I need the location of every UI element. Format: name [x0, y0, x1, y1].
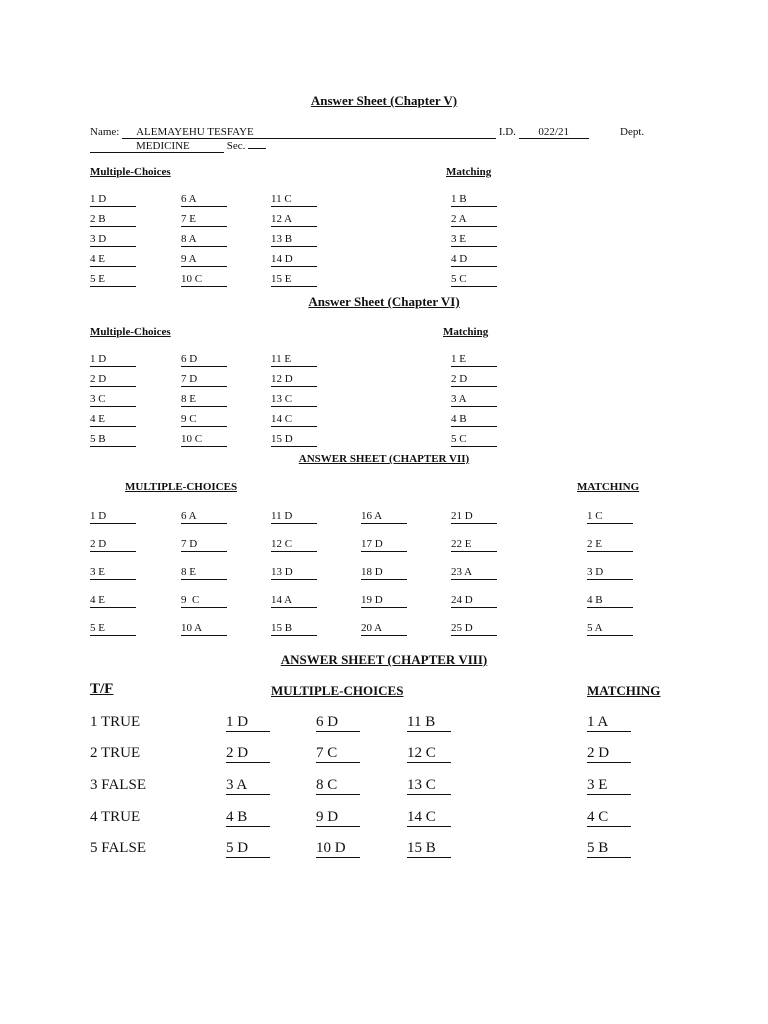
matching-item: 5 C: [451, 434, 497, 447]
answer-item: 5 E: [90, 274, 136, 287]
answer-item: 10 A: [181, 623, 227, 636]
matching-item: 3 E: [587, 778, 631, 795]
tf-item: 1 TRUE: [90, 714, 141, 730]
answer-item: 8 E: [181, 394, 227, 407]
chapter-7-title: [0, 453, 768, 465]
chapter-5-title: [0, 93, 768, 109]
answer-item: 23 A: [451, 567, 497, 580]
matching-item: 1 C: [587, 511, 633, 524]
answer-item: 12 A: [271, 214, 317, 227]
answer-item: 19 D: [361, 595, 407, 608]
answer-item: 9 C: [181, 414, 227, 427]
dept-field: [90, 140, 224, 153]
dept-line: [90, 140, 266, 153]
answer-item: 15 B: [407, 841, 451, 858]
answer-item: 18 D: [361, 567, 407, 580]
ch8-matching-heading: MATCHING: [587, 683, 661, 698]
answer-item: 2 D: [226, 746, 270, 763]
ch8-tf-heading: T/F: [90, 681, 114, 697]
chapter-5-title-text: Answer Sheet (Chapter V): [310, 93, 458, 108]
chapter-7-title-text: ANSWER SHEET (CHAPTER VII): [298, 453, 470, 465]
answer-item: 17 D: [361, 539, 407, 552]
answer-item: 3 A: [226, 778, 270, 795]
answer-item: 13 C: [407, 778, 451, 795]
answer-item: 10 C: [181, 434, 227, 447]
sec-label: Sec.: [226, 140, 246, 152]
tf-item: 3 FALSE: [90, 777, 146, 793]
answer-item: 14 D: [271, 254, 317, 267]
answer-item: 8 A: [181, 234, 227, 247]
id-label: I.D.: [498, 126, 516, 138]
matching-item: 5 A: [587, 623, 633, 636]
matching-item: 2 E: [587, 539, 633, 552]
answer-item: 11 C: [271, 194, 317, 207]
answer-item: 11 E: [271, 354, 317, 367]
answer-item: 10 D: [316, 841, 360, 858]
answer-item: 8 C: [316, 778, 360, 795]
sec-field: [248, 148, 266, 149]
chapter-8-title: [0, 652, 768, 668]
chapter-6-title-text: Answer Sheet (Chapter VI): [308, 294, 460, 309]
id-value: 022/21: [538, 126, 569, 138]
answer-item: 2 D: [90, 374, 136, 387]
answer-item: 6 A: [181, 194, 227, 207]
matching-item: 4 B: [451, 414, 497, 427]
answer-item: 4 E: [90, 414, 136, 427]
answer-item: 8 E: [181, 567, 227, 580]
answer-item: 7 D: [181, 374, 227, 387]
matching-item: 1 E: [451, 354, 497, 367]
answer-item: 6 D: [316, 715, 360, 732]
answer-item: 5 E: [90, 623, 136, 636]
matching-item: 4 C: [587, 810, 631, 827]
answer-item: 15 D: [271, 434, 317, 447]
matching-item: 5 B: [587, 841, 631, 858]
answer-item: 14 A: [271, 595, 317, 608]
answer-item: 12 C: [271, 539, 317, 552]
answer-item: 12 D: [271, 374, 317, 387]
answer-item: 2 D: [90, 539, 136, 552]
answer-item: 7 D: [181, 539, 227, 552]
answer-item: 15 B: [271, 623, 317, 636]
answer-item: 7 E: [181, 214, 227, 227]
chapter-8-title-text: ANSWER SHEET (CHAPTER VIII): [280, 652, 488, 667]
answer-item: 5 B: [90, 434, 136, 447]
matching-item: 2 D: [587, 746, 631, 763]
dept-label: Dept.: [620, 126, 645, 138]
tf-item: 5 FALSE: [90, 840, 146, 856]
matching-item: 1 B: [451, 194, 497, 207]
name-field: [122, 126, 496, 139]
answer-item: 16 A: [361, 511, 407, 524]
matching-item: 3 A: [451, 394, 497, 407]
ch5-mc-heading: Multiple-Choices: [90, 166, 171, 178]
matching-item: 3 E: [451, 234, 497, 247]
answer-item: 9 D: [316, 810, 360, 827]
matching-item: 2 A: [451, 214, 497, 227]
answer-item: 5 D: [226, 841, 270, 858]
ch7-matching-heading: MATCHING: [577, 481, 640, 493]
answer-item: 14 C: [271, 414, 317, 427]
answer-item: 11 B: [407, 715, 451, 732]
matching-item: 3 D: [587, 567, 633, 580]
matching-item: 5 C: [451, 274, 497, 287]
answer-item: 3 D: [90, 234, 136, 247]
answer-item: 6 D: [181, 354, 227, 367]
name-line: [90, 126, 589, 139]
answer-item: 21 D: [451, 511, 497, 524]
answer-item: 13 B: [271, 234, 317, 247]
answer-item: 10 C: [181, 274, 227, 287]
ch8-mc-heading: MULTIPLE-CHOICES: [271, 683, 404, 698]
answer-item: 1 D: [226, 715, 270, 732]
tf-item: 2 TRUE: [90, 745, 141, 761]
answer-item: 6 A: [181, 511, 227, 524]
dept-value: MEDICINE: [136, 140, 190, 152]
name-label: Name:: [90, 126, 120, 138]
matching-item: 4 B: [587, 595, 633, 608]
answer-item: 1 D: [90, 354, 136, 367]
answer-item: 3 C: [90, 394, 136, 407]
answer-item: 7 C: [316, 746, 360, 763]
tf-item: 4 TRUE: [90, 809, 141, 825]
answer-item: 12 C: [407, 746, 451, 763]
answer-item: 13 C: [271, 394, 317, 407]
answer-item: 24 D: [451, 595, 497, 608]
answer-item: 11 D: [271, 511, 317, 524]
answer-item: 15 E: [271, 274, 317, 287]
answer-item: 20 A: [361, 623, 407, 636]
answer-item: 14 C: [407, 810, 451, 827]
ch7-mc-heading: MULTIPLE-CHOICES: [125, 481, 238, 493]
id-field: [519, 126, 589, 139]
answer-item: 25 D: [451, 623, 497, 636]
ch6-matching-heading: Matching: [443, 326, 489, 338]
answer-item: 4 B: [226, 810, 270, 827]
matching-item: 4 D: [451, 254, 497, 267]
answer-item: 1 D: [90, 511, 136, 524]
ch5-matching-heading: Matching: [446, 166, 492, 178]
answer-item: 4 E: [90, 254, 136, 267]
answer-item: 22 E: [451, 539, 497, 552]
answer-item: 4 E: [90, 595, 136, 608]
answer-item: 13 D: [271, 567, 317, 580]
answer-item: 9 C: [181, 595, 227, 608]
answer-item: 1 D: [90, 194, 136, 207]
ch6-mc-heading: Multiple-Choices: [90, 326, 171, 338]
answer-item: 3 E: [90, 567, 136, 580]
answer-item: 2 B: [90, 214, 136, 227]
chapter-6-title: [0, 294, 768, 310]
name-value: ALEMAYEHU TESFAYE: [136, 126, 254, 138]
matching-item: 1 A: [587, 715, 631, 732]
matching-item: 2 D: [451, 374, 497, 387]
answer-item: 9 A: [181, 254, 227, 267]
